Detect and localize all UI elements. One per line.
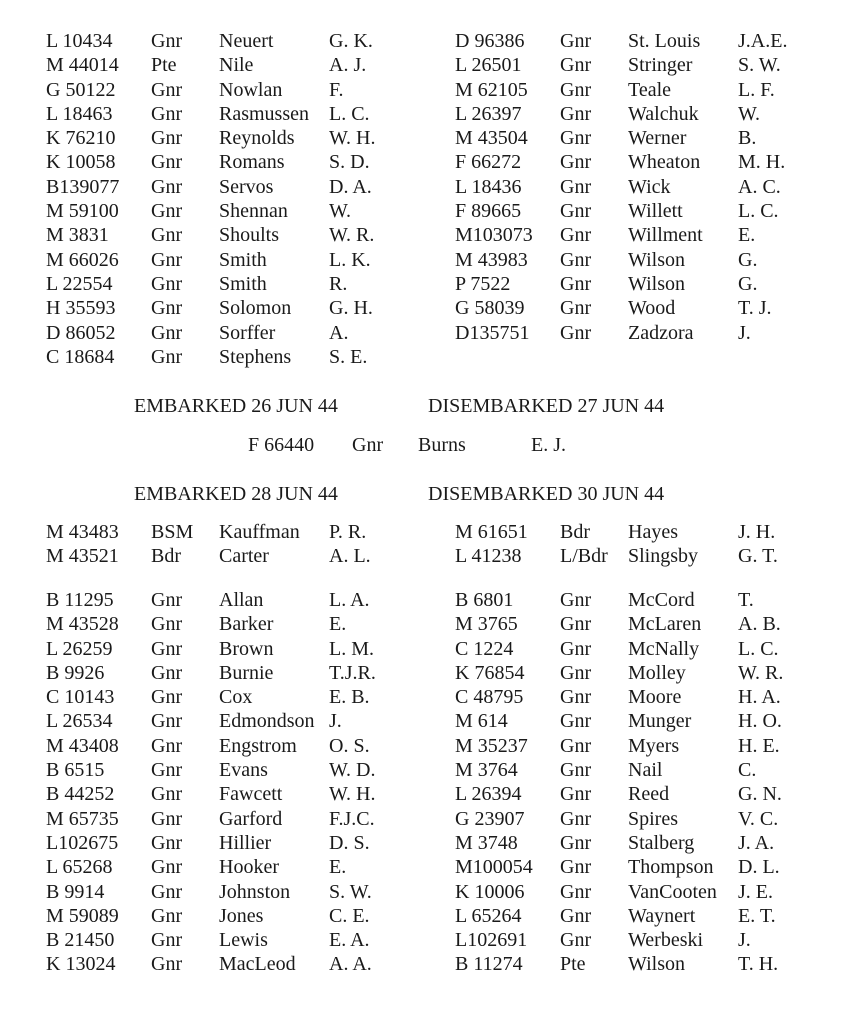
surname: McLaren [628,613,702,636]
initials: E. B. [329,686,370,709]
surname: Nile [219,54,254,77]
initials: E. [738,224,756,247]
rank: Gnr [560,856,592,879]
rank: Gnr [560,710,592,733]
service-number: B 9926 [46,661,105,684]
initials: T. H. [738,953,779,976]
service-number: B 9914 [46,880,105,903]
rank: Gnr [151,904,183,927]
service-number: M 43528 [46,613,119,636]
surname: Zadzora [628,321,694,344]
rank: Gnr [560,661,592,684]
service-number: L 26394 [455,783,522,806]
rank: Gnr [151,613,183,636]
rank: Gnr [560,248,592,271]
surname: Shennan [219,200,288,223]
surname: Hillier [219,831,272,854]
surname: Garford [219,807,283,830]
initials: G. H. [329,297,373,320]
rank: Gnr [560,54,592,77]
initials: A. B. [738,613,781,636]
service-number: K 10058 [46,151,116,174]
rank: Gnr [151,297,183,320]
initials: L. C. [738,200,779,223]
service-number: G 50122 [46,78,116,101]
initials: D. L. [738,856,780,879]
rank: Gnr [151,30,183,52]
service-number: H 35593 [46,297,116,320]
surname: Burnie [219,661,274,684]
service-number: B 44252 [46,783,115,806]
initials: J. E. [738,880,773,903]
rank: Gnr [151,248,183,271]
rank: Gnr [560,686,592,709]
rank: Gnr [151,856,183,879]
surname: Myers [628,734,680,757]
surname: Spires [628,807,678,830]
initials: O. S. [329,734,370,757]
initials: F. [329,78,344,101]
rank: Gnr [151,321,183,344]
initials: A. J. [329,54,367,77]
service-number: L 41238 [455,545,522,568]
initials: L. F. [738,78,775,101]
rank: Pte [560,953,586,976]
rank: Gnr [151,224,183,247]
surname: McCord [628,589,695,611]
rank: Gnr [151,589,183,611]
initials: W. D. [329,759,376,782]
service-number: M 44014 [46,54,119,77]
surname: Stephens [219,345,292,368]
service-number: M 43983 [455,248,528,271]
initials: W. [738,102,761,125]
surname: Hayes [628,521,678,543]
rank: Gnr [560,759,592,782]
surname: Wick [628,175,671,198]
initials: J. [738,321,751,344]
rank: Gnr [560,929,592,952]
rank: Gnr [560,78,592,101]
initials: E. [329,856,347,879]
surname: Stalberg [628,831,695,854]
surname: Fawcett [219,783,283,806]
service-number: C 18684 [46,345,115,368]
rank: Gnr [151,345,183,368]
rank: Gnr [151,831,183,854]
rank: L/Bdr [560,545,608,568]
service-number: M 61651 [455,521,528,543]
service-number: L 65264 [455,904,522,927]
service-number: M 3748 [455,831,518,854]
initials: L. C. [738,637,779,660]
service-number: M 35237 [455,734,528,757]
surname: Nowlan [219,78,283,101]
initials: E. J. [531,434,566,456]
surname: Barker [219,613,274,636]
surname: McNally [628,637,700,660]
initials: J. [329,710,342,733]
initials: L. M. [329,637,374,660]
initials: V. C. [738,807,779,830]
initials: W. H. [329,783,376,806]
service-number: M 614 [455,710,508,733]
initials: B. [738,127,757,150]
service-number: G 58039 [455,297,525,320]
surname: St. Louis [628,30,701,52]
surname: Johnston [219,880,291,903]
initials: A. [329,321,349,344]
rank: Gnr [352,434,384,456]
rank: Gnr [151,637,183,660]
surname: Allan [219,589,264,611]
initials: W. R. [738,661,784,684]
rank: Gnr [151,200,183,223]
surname: Romans [219,151,285,174]
surname: Engstrom [219,734,297,757]
service-number: L 26501 [455,54,522,77]
initials: W. R. [329,224,375,247]
initials: S. E. [329,345,368,368]
rank: Gnr [560,734,592,757]
surname: Hooker [219,856,279,879]
service-number: K 76210 [46,127,116,150]
rank: Gnr [151,710,183,733]
initials: A. A. [329,953,372,976]
service-number: B 6801 [455,589,514,611]
service-number: M 43521 [46,545,119,568]
rank: Gnr [560,880,592,903]
surname: VanCooten [628,880,717,903]
rank: Gnr [560,200,592,223]
rank: Gnr [560,613,592,636]
initials: D. A. [329,175,372,198]
surname: Shoults [219,224,280,247]
service-number: M 66026 [46,248,119,271]
initials: G. N. [738,783,782,806]
service-number: P 7522 [455,272,511,295]
surname: Wilson [628,272,685,295]
initials: H. O. [738,710,782,733]
rank: Gnr [151,880,183,903]
initials: G. K. [329,30,373,52]
rank: Gnr [151,734,183,757]
rank: Gnr [560,904,592,927]
service-number: L 26259 [46,637,113,660]
surname: Stringer [628,54,693,77]
rank: Gnr [151,929,183,952]
initials: H. E. [738,734,780,757]
initials: T.J.R. [329,661,376,684]
service-number: M100054 [455,856,533,879]
service-number: B 11274 [455,953,523,976]
initials: C. [738,759,757,782]
rank: Gnr [560,297,592,320]
service-number: L 18436 [455,175,522,198]
surname: Neuert [219,30,274,52]
service-number: L 18463 [46,102,113,125]
service-number: L102675 [46,831,119,854]
rank: Gnr [560,783,592,806]
service-number: B 11295 [46,589,114,611]
service-number: K 13024 [46,953,116,976]
service-number: B 6515 [46,759,105,782]
service-number: L102691 [455,929,528,952]
rank: Gnr [151,953,183,976]
service-number: B 21450 [46,929,115,952]
service-number: M 59089 [46,904,119,927]
initials: L. C. [329,102,370,125]
rank: Gnr [560,589,592,611]
initials: W. [329,200,352,223]
initials: A. C. [738,175,781,198]
service-number: M 3765 [455,613,518,636]
rank: Gnr [151,151,183,174]
disembarked-date: DISEMBARKED 30 JUN 44 [428,483,665,505]
rank: Gnr [151,78,183,101]
rank: Bdr [151,545,181,568]
surname: Wilson [628,248,685,271]
service-number: M 62105 [455,78,528,101]
surname: Teale [628,78,672,101]
initials: S. D. [329,151,370,174]
initials: J.A.E. [738,30,788,52]
surname: Willment [628,224,703,247]
initials: T. [738,589,754,611]
surname: Edmondson [219,710,315,733]
rank: Gnr [151,807,183,830]
surname: Solomon [219,297,292,320]
surname: Servos [219,175,274,198]
surname: Wood [628,297,676,320]
service-number: L 22554 [46,272,113,295]
rank: Gnr [151,272,183,295]
initials: E. [329,613,347,636]
initials: H. A. [738,686,781,709]
surname: MacLeod [219,953,296,976]
surname: Lewis [219,929,268,952]
surname: Molley [628,661,686,684]
initials: G. T. [738,545,778,568]
embarked-date: EMBARKED 28 JUN 44 [134,483,338,505]
surname: Nail [628,759,663,782]
service-number: M 3831 [46,224,109,247]
surname: Willett [628,200,683,223]
service-number: K 10006 [455,880,525,903]
surname: Carter [219,545,269,568]
surname: Slingsby [628,545,699,568]
service-number: M103073 [455,224,533,247]
initials: S. W. [329,880,372,903]
service-number: M 43483 [46,521,119,543]
surname: Smith [219,272,267,295]
rank: Gnr [560,127,592,150]
initials: E. A. [329,929,370,952]
service-number: K 76854 [455,661,525,684]
rank: Gnr [560,831,592,854]
rank: Gnr [560,272,592,295]
initials: D. S. [329,831,370,854]
surname: Munger [628,710,692,733]
initials: S. W. [738,54,781,77]
service-number: L 65268 [46,856,113,879]
service-number: M 43408 [46,734,119,757]
service-number: M 59100 [46,200,119,223]
rank: Gnr [151,175,183,198]
service-number: L 26397 [455,102,522,125]
surname: Werbeski [628,929,704,952]
rank: Gnr [560,224,592,247]
surname: Smith [219,248,267,271]
service-number: D 86052 [46,321,116,344]
initials: L. A. [329,589,370,611]
surname: Kauffman [219,521,300,543]
surname: Cox [219,686,253,709]
rank: Bdr [560,521,590,543]
surname: Rasmussen [219,102,309,125]
initials: J. H. [738,521,776,543]
rank: Gnr [560,321,592,344]
service-number: L 10434 [46,30,113,52]
embarked-date: EMBARKED 26 JUN 44 [134,395,338,417]
rank: Gnr [560,807,592,830]
service-number: C 48795 [455,686,524,709]
surname: Burns [418,434,466,456]
rank: Gnr [560,637,592,660]
surname: Waynert [628,904,696,927]
initials: G. [738,272,758,295]
service-number: C 1224 [455,637,514,660]
service-number: F 66272 [455,151,522,174]
rank: Gnr [560,175,592,198]
initials: R. [329,272,348,295]
initials: C. E. [329,904,370,927]
service-number: B139077 [46,175,120,198]
initials: J. A. [738,831,775,854]
surname: Wheaton [628,151,701,174]
initials: A. L. [329,545,371,568]
service-number: M 3764 [455,759,518,782]
initials: M. H. [738,151,786,174]
surname: Sorffer [219,321,276,344]
surname: Werner [628,127,687,150]
initials: T. J. [738,297,772,320]
rank: BSM [151,521,194,543]
disembarked-date: DISEMBARKED 27 JUN 44 [428,395,665,417]
service-number: G 23907 [455,807,525,830]
rank: Gnr [560,30,592,52]
surname: Moore [628,686,682,709]
service-number: F 89665 [455,200,522,223]
rank: Gnr [151,783,183,806]
rank: Gnr [560,151,592,174]
surname: Jones [219,904,264,927]
rank: Pte [151,54,177,77]
service-number: L 26534 [46,710,113,733]
initials: L. K. [329,248,371,271]
rank: Gnr [151,661,183,684]
service-number: F 66440 [248,434,315,456]
initials: W. H. [329,127,376,150]
rank: Gnr [151,102,183,125]
surname: Thompson [628,856,714,879]
rank: Gnr [151,686,183,709]
surname: Wilson [628,953,685,976]
initials: G. [738,248,758,271]
surname: Reynolds [219,127,295,150]
service-number: D135751 [455,321,530,344]
surname: Reed [628,783,670,806]
initials: P. R. [329,521,367,543]
rank: Gnr [151,127,183,150]
surname: Walchuk [628,102,699,125]
service-number: D 96386 [455,30,525,52]
surname: Brown [219,637,274,660]
surname: Evans [219,759,268,782]
service-number: C 10143 [46,686,115,709]
rank: Gnr [151,759,183,782]
service-number: M 65735 [46,807,119,830]
initials: F.J.C. [329,807,375,830]
initials: E. T. [738,904,776,927]
initials: J. [738,929,751,952]
service-number: M 43504 [455,127,528,150]
rank: Gnr [560,102,592,125]
